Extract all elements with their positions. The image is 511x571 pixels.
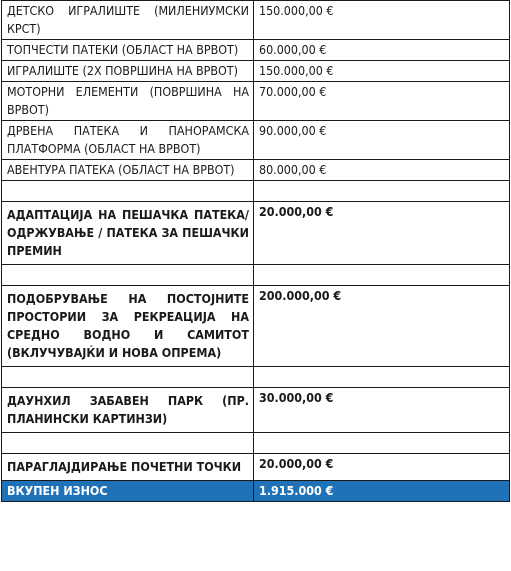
table-row bbox=[2, 82, 510, 121]
item-label: ДЕТСКО ИГРАЛИШТЕ (МИЛЕНИУМСКИ КРСТ) bbox=[2, 1, 254, 40]
table-row bbox=[2, 61, 510, 82]
table-row bbox=[2, 121, 510, 160]
item-amount: 150.000,00 € bbox=[254, 61, 510, 82]
table-row bbox=[2, 454, 510, 481]
item-label: ДАУНХИЛ ЗАБАВЕН ПАРК (ПР. ПЛАНИНСКИ КАРТИНЗИ) bbox=[2, 388, 254, 433]
item-label: ПАРАГЛАЈДИРАЊЕ ПОЧЕТНИ ТОЧКИ bbox=[2, 454, 254, 481]
total-row bbox=[2, 481, 510, 502]
empty-cell bbox=[254, 265, 510, 286]
item-label: ИГРАЛИШТЕ (2Х ПОВРШИНА НА ВРВОТ) bbox=[2, 61, 254, 82]
item-amount: 60.000,00 € bbox=[254, 40, 510, 61]
table-row bbox=[2, 40, 510, 61]
item-amount: 200.000,00 € bbox=[254, 286, 510, 367]
empty-cell bbox=[254, 181, 510, 202]
item-label: МОТОРНИ ЕЛЕМЕНТИ (ПОВРШИНА НА ВРВОТ) bbox=[2, 82, 254, 121]
item-label: ДРВЕНА ПАТЕКА И ПАНОРАМСКА ПЛАТФОРМА (ОБЛАСТ НА ВРВОТ) bbox=[2, 121, 254, 160]
table-row bbox=[2, 388, 510, 433]
item-amount: 80.000,00 € bbox=[254, 160, 510, 181]
table-row bbox=[2, 160, 510, 181]
table-row bbox=[2, 286, 510, 367]
table-row bbox=[2, 202, 510, 265]
item-label: АДАПТАЦИЈА НА ПЕШАЧКА ПАТЕКА/ ОДРЖУВАЊЕ / ПАТЕКА ЗА ПЕШАЧКИ ПРЕМИН bbox=[2, 202, 254, 265]
empty-cell bbox=[2, 367, 254, 388]
empty-row bbox=[2, 265, 510, 286]
empty-cell bbox=[254, 367, 510, 388]
empty-cell bbox=[2, 181, 254, 202]
total-label: ВКУПЕН ИЗНОС bbox=[2, 481, 254, 502]
empty-row bbox=[2, 181, 510, 202]
item-amount: 20.000,00 € bbox=[254, 202, 510, 265]
item-amount: 20.000,00 € bbox=[254, 454, 510, 481]
item-amount: 150.000,00 € bbox=[254, 1, 510, 40]
item-label: АВЕНТУРА ПАТЕКА (ОБЛАСТ НА ВРВОТ) bbox=[2, 160, 254, 181]
empty-row bbox=[2, 367, 510, 388]
item-amount: 30.000,00 € bbox=[254, 388, 510, 433]
item-label: ТОПЧЕСТИ ПАТЕКИ (ОБЛАСТ НА ВРВОТ) bbox=[2, 40, 254, 61]
table-row bbox=[2, 1, 510, 40]
empty-cell bbox=[254, 433, 510, 454]
item-label: ПОДОБРУВАЊЕ НА ПОСТОЈНИТЕ ПРОСТОРИИ ЗА РЕКРЕАЦИЈА НА СРЕДНО ВОДНО И САМИТОТ (ВКЛУЧУВАЈЌИ И НОВА ОПРЕМА) bbox=[2, 286, 254, 367]
cost-table bbox=[1, 0, 510, 502]
total-amount: 1.915.000 € bbox=[254, 481, 510, 502]
item-amount: 70.000,00 € bbox=[254, 82, 510, 121]
empty-row bbox=[2, 433, 510, 454]
item-amount: 90.000,00 € bbox=[254, 121, 510, 160]
empty-cell bbox=[2, 265, 254, 286]
empty-cell bbox=[2, 433, 254, 454]
